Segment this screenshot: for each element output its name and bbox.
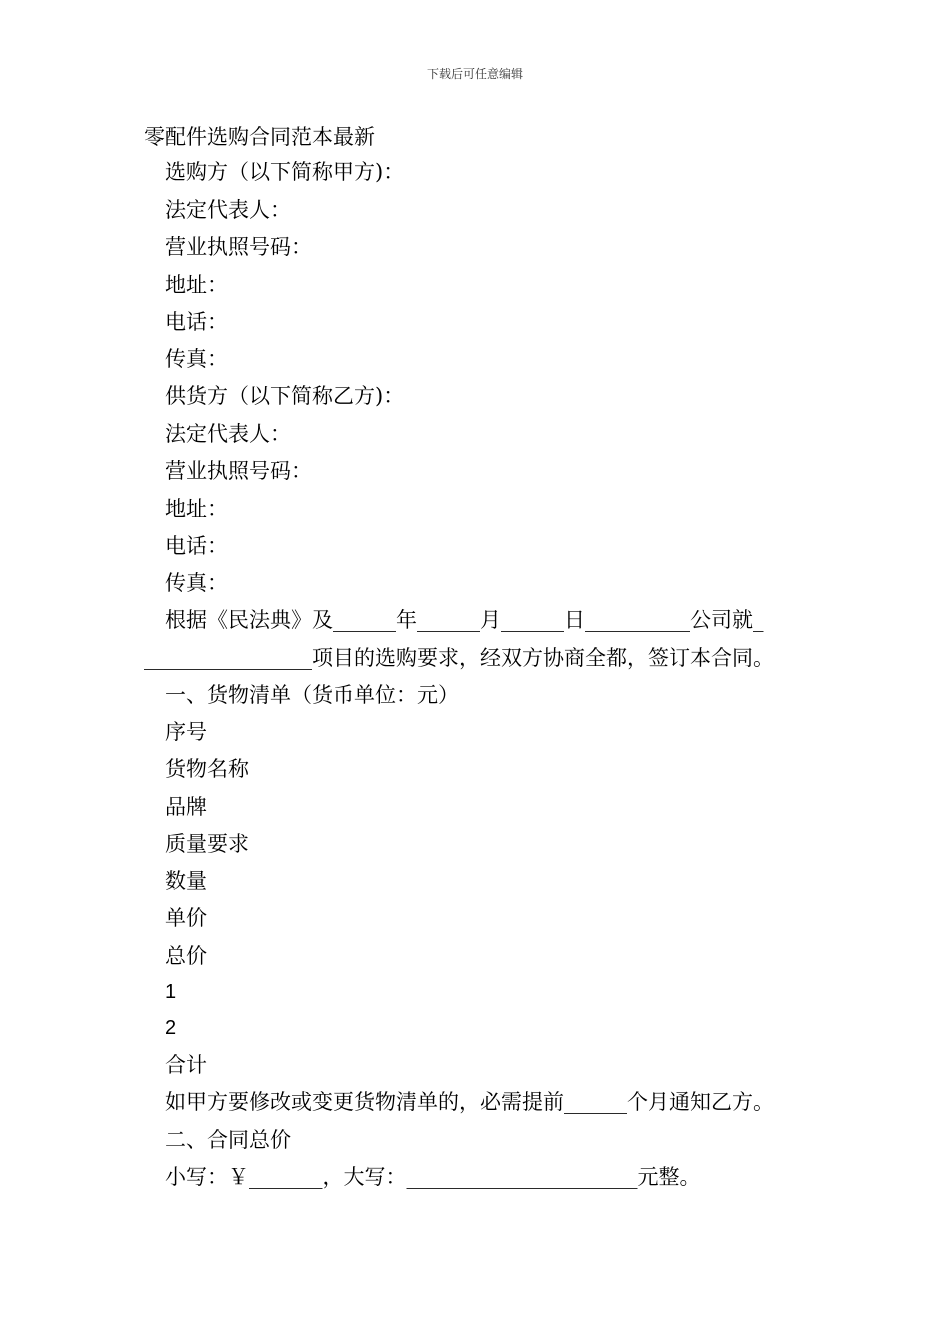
table-row-2: 2 xyxy=(165,1017,177,1039)
party-b-phone: 电话： xyxy=(165,534,228,558)
preamble-line-2: ________________项目的选购要求，经双方协商全都，签订本合同。 xyxy=(144,646,774,670)
party-b-heading: 供货方（以下简称乙方)： xyxy=(165,384,405,408)
party-a-address: 地址： xyxy=(165,273,228,297)
party-a-legal-rep: 法定代表人： xyxy=(165,198,291,222)
column-header-unit-price: 单价 xyxy=(165,906,207,930)
column-header-total-price: 总价 xyxy=(165,944,207,968)
party-b-address: 地址： xyxy=(165,497,228,521)
column-header-serial: 序号 xyxy=(165,720,207,744)
preamble-line-1: 根据《民法典》及______年______月______日__________公司就_ xyxy=(165,608,764,632)
goods-list-change-note: 如甲方要修改或变更货物清单的，必需提前______个月通知乙方。 xyxy=(165,1090,774,1114)
party-b-license: 营业执照号码： xyxy=(165,459,312,483)
party-a-phone: 电话： xyxy=(165,310,228,334)
contract-amount-line: 小写：￥_______，大写：______________________元整。 xyxy=(165,1165,701,1189)
party-a-fax: 传真： xyxy=(165,347,228,371)
column-header-quantity: 数量 xyxy=(165,869,207,893)
page-header-note: 下载后可任意编辑 xyxy=(426,67,523,81)
table-row-1: 1 xyxy=(165,981,177,1003)
column-header-goods-name: 货物名称 xyxy=(165,757,249,781)
party-b-fax: 传真： xyxy=(165,571,228,595)
column-header-brand: 品牌 xyxy=(165,795,207,819)
table-total-label: 合计 xyxy=(165,1053,207,1077)
section-2-heading: 二、合同总价 xyxy=(165,1128,291,1152)
party-a-license: 营业执照号码： xyxy=(165,235,312,259)
section-1-heading: 一、货物清单（货币单位：元） xyxy=(165,683,459,707)
column-header-quality: 质量要求 xyxy=(165,832,249,856)
document-title: 零配件选购合同范本最新 xyxy=(144,125,375,149)
party-a-heading: 选购方（以下简称甲方)： xyxy=(165,160,405,184)
party-b-legal-rep: 法定代表人： xyxy=(165,422,291,446)
